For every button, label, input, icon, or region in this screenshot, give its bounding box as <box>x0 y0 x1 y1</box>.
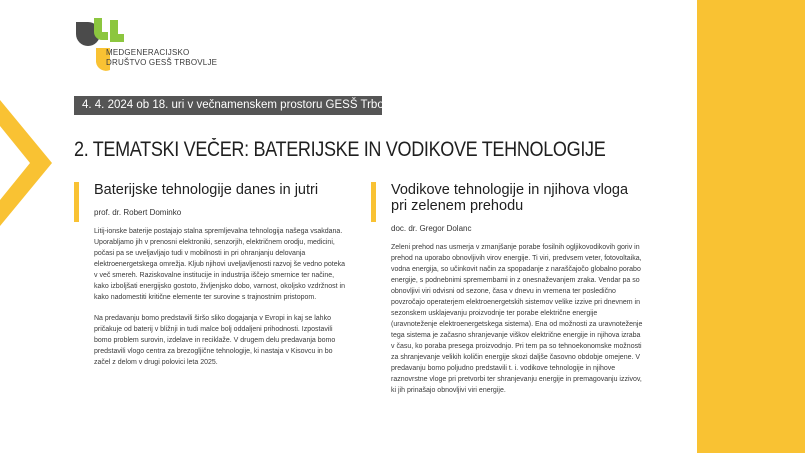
right-article-author: doc. dr. Gregor Dolanc <box>391 224 472 233</box>
yellow-side-band <box>697 0 805 453</box>
right-article-heading: Vodikove tehnologije in njihova vloga pri zelenem prehodu <box>391 182 629 214</box>
right-paragraph-1: Zeleni prehod nas usmerja v zmanjšanje porabe fosilnih ogljikovodikovih goriv in prehod na uporabo obnovljivih virov energije. Ti viri, predvsem veter, fotovoltaika, vodna energija, so učinkovit način za spopadanje z naraščajočo globalno porabo energije, s podnebnimi spremembami in z onesnaževanjem zraka. Vendar pa so obnovljivi viri odvisni od sezone, časa v dnevu in vremena ter posledično povzročajo operaterjem elektroenergetskih sistemov velike izzive pri dnevnem in sezonskem usklajevanju proizvodnje ter porabe električne energije (uravnoteženje elektroenergetskega sistema). Ena od možnosti za uravnoteženje tega sistema je začasno shranjevanje viškov električne energije in njihova izraba v času, ko poraba presega proizvodnjo. Pri tem pa so tehnoekonomske možnosti za shranjevanje velikih količin energije skozi daljše časovno obdobje omejene. V predavanju bomo poljudno predstavili t. i. vodikove tehnologije in njihove raznovrstne vloge pri pretvorbi ter shranjevanju energije in premagovanju izzivov, ki jih prinašajo obnovljivi viri energije. <box>391 244 643 394</box>
brand-line-2: DRUŠTVO GESŠ TRBOVLJE <box>106 58 218 67</box>
left-paragraph-2: Na predavanju bomo predstavili širšo sliko dogajanja v Evropi in kaj se lahko pričakuje od baterij v bližnji in tudi malce bolj oddaljeni prihodnosti. Izpostavili bomo problem surovin, izdelave in reciklaže. V drugem delu predavanja bomo predstavili vlogo centra za brezogljične tehnologije, ki nastaja v Kisovcu in bo začel z delom v drugi polovici leta 2025. <box>94 315 336 366</box>
left-article-body <box>94 226 346 368</box>
page-title: 2. TEMATSKI VEČER: BATERIJSKE IN VODIKOVE TEHNOLOGIJE <box>74 138 606 161</box>
right-article-body <box>391 242 643 396</box>
brand-name <box>106 48 217 68</box>
left-article-heading: Baterijske tehnologije danes in jutri <box>94 182 319 198</box>
event-date-bar: 4. 4. 2024 ob 18. uri v večnamenskem prostoru GESŠ Trbovlje <box>74 96 382 115</box>
left-accent-bar <box>74 182 79 222</box>
right-article <box>371 182 643 406</box>
left-article <box>74 182 346 378</box>
right-accent-bar <box>371 182 376 222</box>
left-article-author: prof. dr. Robert Dominko <box>94 208 182 217</box>
left-paragraph-1: Litij-ionske baterije postajajo stalna spremljevalna tehnologija našega vsakdana. Uporabljamo jih v prenosni elektroniki, senzorjih, električnem orodju, medicini, počasi pa se uveljavljajo tudi v mobilnosti in pri ohranjanju delovanja elektroenergetskega omrežja. Kljub njihovi uveljavljenosti razvoj še vedno poteka v več smereh. Raziskovalne institucije in industrija iščejo smernice ter načine, kako izboljšati energijsko gostoto, življenjsko dobo, varnost, okoljsko vzdržnost in kako nadomestiti kritične elemente ter surovine s trajnostnim pristopom. <box>94 228 345 301</box>
yellow-chevron-decoration <box>0 0 70 453</box>
brand-line-1: MEDGENERACIJSKO <box>106 48 190 57</box>
